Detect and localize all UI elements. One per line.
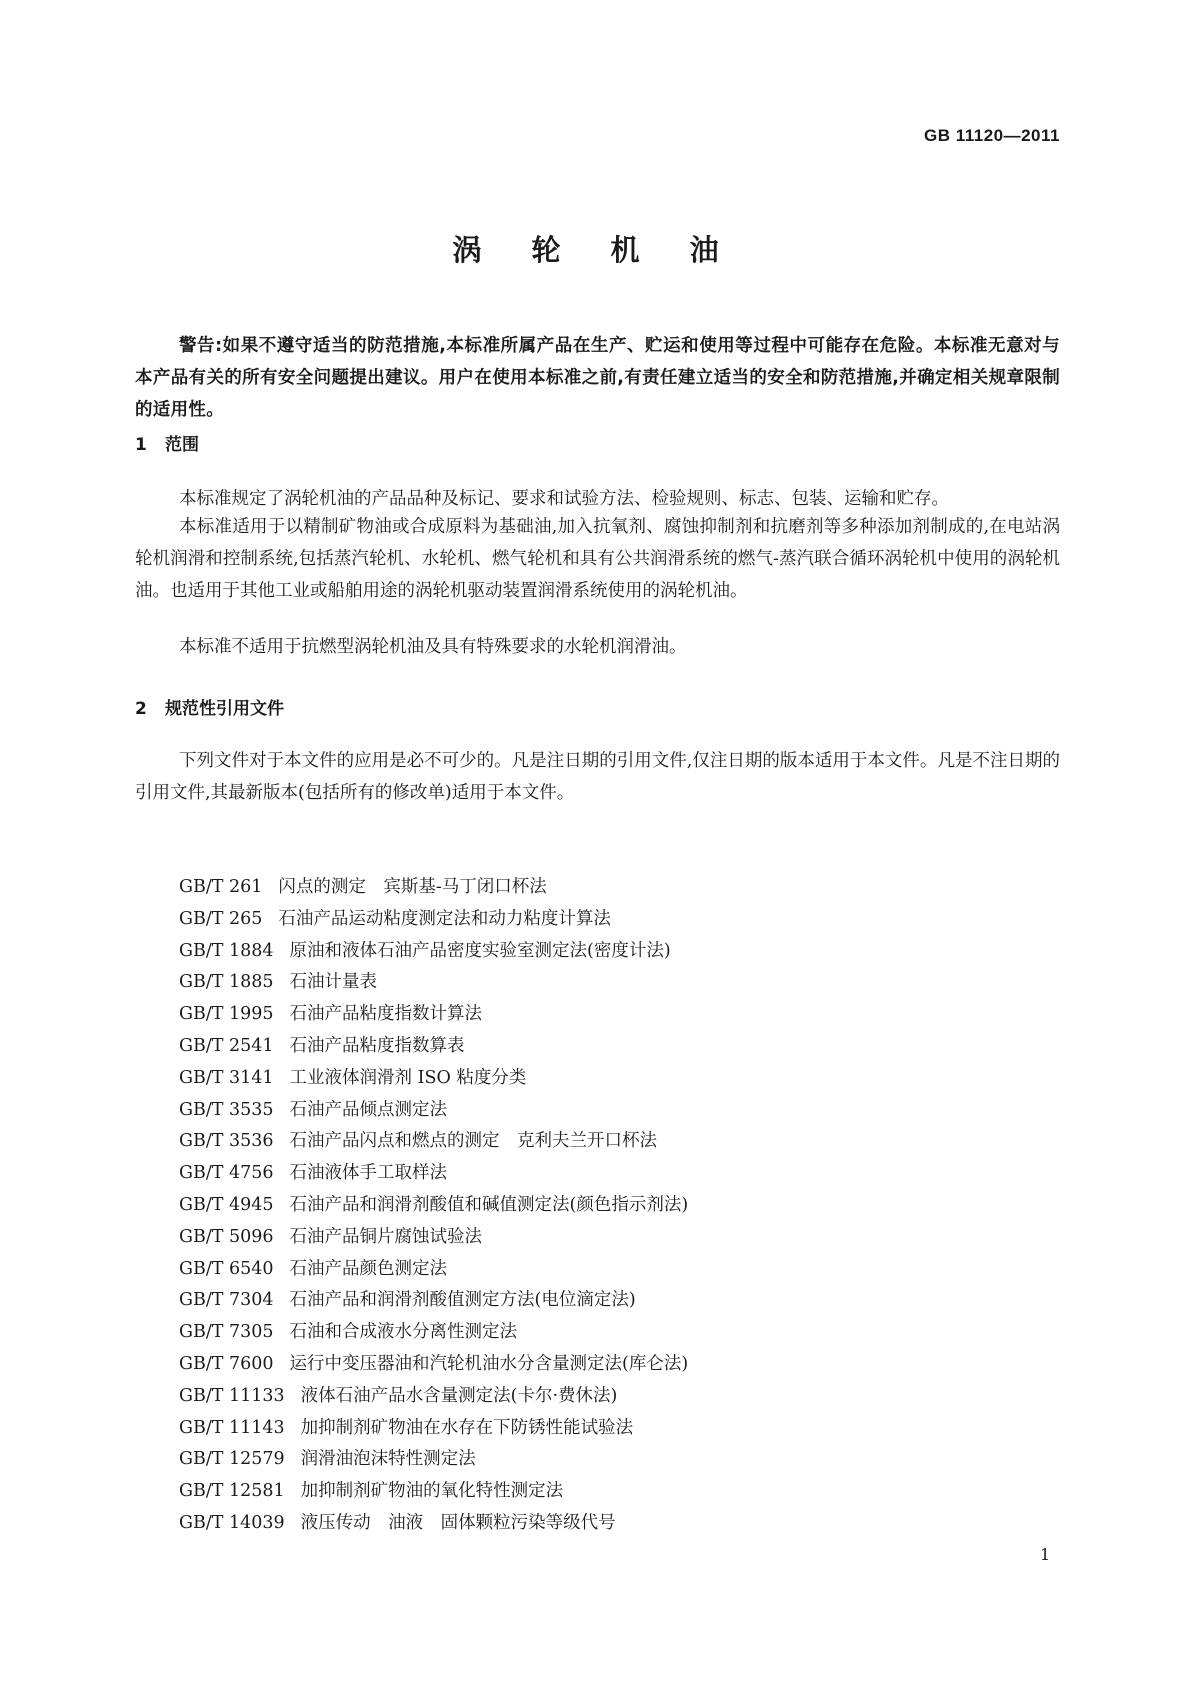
section-1-paragraph-1: 本标准规定了涡轮机油的产品品种及标记、要求和试验方法、检验规则、标志、包装、运输和贮存。 xyxy=(179,489,949,509)
reference-code: GB/T 3536 xyxy=(179,1131,274,1152)
reference-title: 石油产品铜片腐蚀试验法 xyxy=(289,1226,483,1247)
section-2-title: 规范性引用文件 xyxy=(165,699,284,719)
reference-item xyxy=(179,1476,688,1508)
reference-code: GB/T 1884 xyxy=(179,940,274,961)
reference-title: 石油产品颜色测定法 xyxy=(289,1258,448,1279)
reference-code: GB/T 265 xyxy=(179,908,263,929)
reference-item xyxy=(179,1254,688,1286)
section-1-number: 1 xyxy=(135,435,147,455)
section-2-number: 2 xyxy=(135,699,147,719)
reference-title: 石油和合成液水分离性测定法 xyxy=(289,1322,518,1343)
reference-title: 液体石油产品水含量测定法(卡尔·费休法) xyxy=(300,1385,618,1406)
reference-code: GB/T 11143 xyxy=(179,1417,285,1438)
section-1-title: 范围 xyxy=(165,435,199,455)
reference-title: 石油产品粘度指数算表 xyxy=(289,1035,465,1056)
reference-title: 石油产品倾点测定法 xyxy=(289,1099,448,1120)
reference-title: 石油产品闪点和燃点的测定 克利夫兰开口杯法 xyxy=(289,1131,658,1152)
reference-item xyxy=(179,999,688,1031)
standard-code: GB 11120—2011 xyxy=(923,126,1060,145)
reference-title: 工业液体润滑剂 ISO 粘度分类 xyxy=(289,1067,527,1088)
reference-code: GB/T 2541 xyxy=(179,1035,274,1056)
reference-code: GB/T 12581 xyxy=(179,1481,285,1502)
reference-item xyxy=(179,1413,688,1445)
section-2-heading xyxy=(135,694,284,719)
reference-code: GB/T 4756 xyxy=(179,1163,274,1184)
reference-item xyxy=(179,1508,688,1540)
section-1-paragraph-2: 本标准适用于以精制矿物油或合成原料为基础油,加入抗氧剂、腐蚀抑制剂和抗磨剂等多种添加剂制成的,在电站涡轮机润滑和控制系统,包括蒸汽轮机、水轮机、燃气轮机和具有公共润滑系统的燃气-蒸汽联合循环涡轮机中使用的涡轮机油。也适用于其他工业或船舶用途的涡轮机驱动装置润滑系统使用的涡轮机油。 xyxy=(135,517,1060,601)
reference-code: GB/T 1995 xyxy=(179,1004,274,1025)
page-number: 1 xyxy=(1040,1545,1051,1564)
reference-item xyxy=(179,1031,688,1063)
reference-list xyxy=(179,872,688,1540)
reference-title: 运行中变压器油和汽轮机油水分含量测定法(库仑法) xyxy=(289,1353,689,1374)
reference-title: 原油和液体石油产品密度实验室测定法(密度计法) xyxy=(289,940,671,961)
reference-item xyxy=(179,1222,688,1254)
reference-title: 石油产品和润滑剂酸值和碱值测定法(颜色指示剂法) xyxy=(289,1194,689,1215)
reference-item xyxy=(179,904,688,936)
reference-code: GB/T 4945 xyxy=(179,1194,274,1215)
reference-item xyxy=(179,1381,688,1413)
reference-item xyxy=(179,1349,688,1381)
section-2-intro: 下列文件对于本文件的应用是必不可少的。凡是注日期的引用文件,仅注日期的版本适用于本文件。凡是不注日期的引用文件,其最新版本(包括所有的修改单)适用于本文件。 xyxy=(135,751,1060,803)
reference-code: GB/T 11133 xyxy=(179,1385,285,1406)
reference-item xyxy=(179,1063,688,1095)
reference-code: GB/T 7305 xyxy=(179,1322,274,1343)
reference-item xyxy=(179,1285,688,1317)
reference-code: GB/T 7600 xyxy=(179,1353,274,1374)
reference-title: 加抑制剂矿物油的氧化特性测定法 xyxy=(300,1481,564,1502)
reference-title: 石油计量表 xyxy=(289,972,378,993)
reference-code: GB/T 12579 xyxy=(179,1449,285,1470)
reference-code: GB/T 3141 xyxy=(179,1067,274,1088)
reference-title: 加抑制剂矿物油在水存在下防锈性能试验法 xyxy=(300,1417,634,1438)
reference-title: 石油产品运动粘度测定法和动力粘度计算法 xyxy=(278,908,611,929)
reference-item xyxy=(179,936,688,968)
reference-title: 石油产品和润滑剂酸值测定方法(电位滴定法) xyxy=(289,1290,636,1311)
reference-code: GB/T 14039 xyxy=(179,1512,285,1533)
reference-item xyxy=(179,1444,688,1476)
reference-item xyxy=(179,1190,688,1222)
reference-code: GB/T 7304 xyxy=(179,1290,274,1311)
document-title: 涡 轮 机 油 xyxy=(452,233,739,267)
reference-code: GB/T 3535 xyxy=(179,1099,274,1120)
reference-item xyxy=(179,1095,688,1127)
reference-code: GB/T 1885 xyxy=(179,972,274,993)
reference-item xyxy=(179,1158,688,1190)
reference-code: GB/T 5096 xyxy=(179,1226,274,1247)
reference-item xyxy=(179,1126,688,1158)
reference-item xyxy=(179,1317,688,1349)
reference-title: 石油液体手工取样法 xyxy=(289,1163,448,1184)
section-1-paragraph-3: 本标准不适用于抗燃型涡轮机油及具有特殊要求的水轮机润滑油。 xyxy=(179,637,687,657)
reference-title: 闪点的测定 宾斯基-马丁闭口杯法 xyxy=(278,877,547,897)
reference-title: 润滑油泡沫特性测定法 xyxy=(300,1449,476,1470)
reference-code: GB/T 6540 xyxy=(179,1258,274,1279)
reference-item xyxy=(179,872,688,904)
section-1-heading xyxy=(135,430,199,455)
reference-title: 石油产品粘度指数计算法 xyxy=(289,1004,483,1025)
reference-code: GB/T 261 xyxy=(179,877,263,897)
warning-paragraph: 警告:如果不遵守适当的防范措施,本标准所属产品在生产、贮运和使用等过程中可能存在危险。本标准无意对与本产品有关的所有安全问题提出建议。用户在使用本标准之前,有责任建立适当的安全和防范措施,并确定相关规章限制的适用性。 xyxy=(135,336,1060,420)
reference-item xyxy=(179,967,688,999)
reference-title: 液压传动 油液 固体颗粒污染等级代号 xyxy=(300,1512,616,1533)
